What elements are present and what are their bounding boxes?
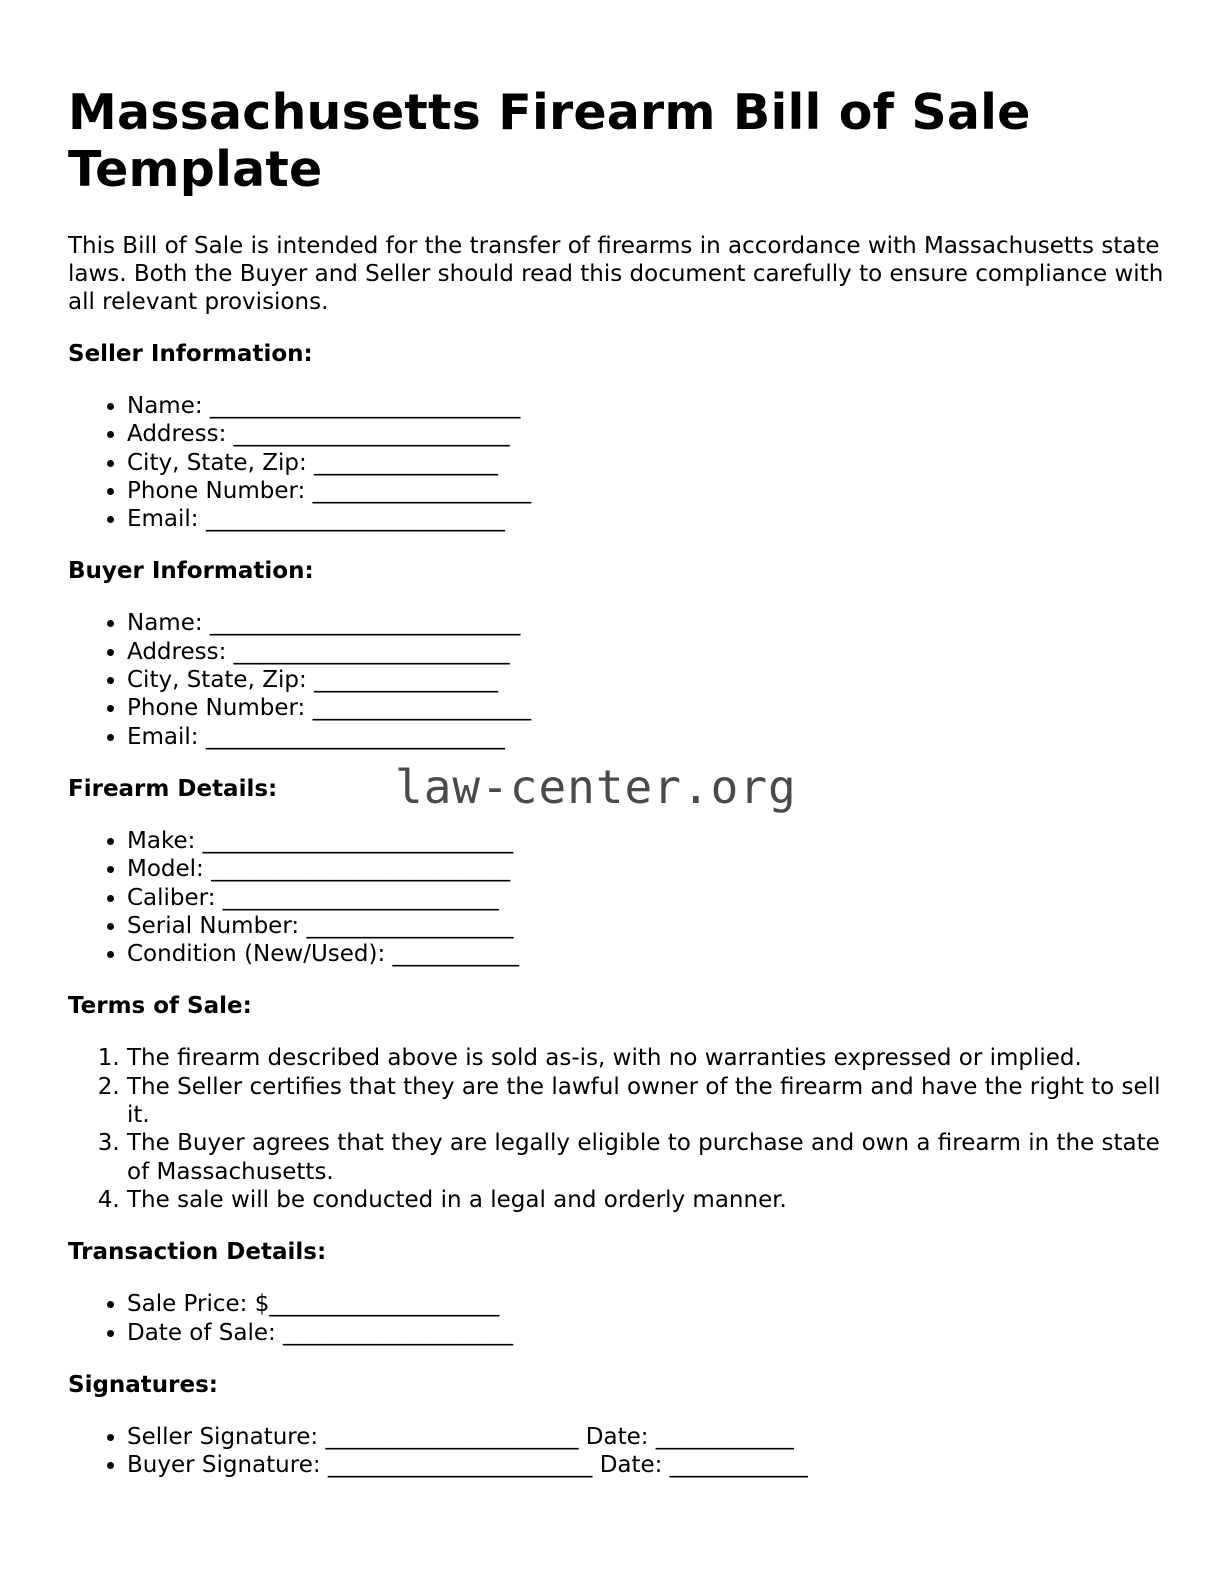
firearm-caliber-field: • Caliber: ________________________ <box>127 884 1178 912</box>
firearm-make-field: • Make: ___________________________ <box>127 827 1178 855</box>
seller-list <box>68 392 1178 533</box>
buyer-email-field: • Email: __________________________ <box>127 723 1178 751</box>
sale-price-field: • Sale Price: $____________________ <box>127 1290 1178 1318</box>
seller-city-state-zip-field: • City, State, Zip: ________________ <box>127 449 1178 477</box>
buyer-city-state-zip-field: • City, State, Zip: ________________ <box>127 666 1178 694</box>
seller-name-field: • Name: ___________________________ <box>127 392 1178 420</box>
buyer-phone-field: • Phone Number: ___________________ <box>127 694 1178 722</box>
seller-address-field: • Address: ________________________ <box>127 420 1178 448</box>
signatures-list <box>68 1423 1178 1480</box>
buyer-signature-field: • Buyer Signature: _______________________ Date: ____________ <box>127 1451 1178 1479</box>
terms-heading: Terms of Sale: <box>68 993 252 1020</box>
sale-date-field: • Date of Sale: ____________________ <box>127 1319 1178 1347</box>
firearm-model-field: • Model: __________________________ <box>127 855 1178 883</box>
firearm-heading: Firearm Details: <box>68 775 278 802</box>
firearm-condition-field: • Condition (New/Used): ___________ <box>127 940 1178 968</box>
page-title: Massachusetts Firearm Bill of Sale Template <box>68 84 1031 198</box>
terms-item: 2. The Seller certifies that they are the lawful owner of the firearm and have the right to sell it. <box>127 1073 1178 1130</box>
buyer-address-field: • Address: ________________________ <box>127 638 1178 666</box>
terms-item: 3. The Buyer agrees that they are legally eligible to purchase and own a firearm in the state of Massachusetts. <box>127 1129 1178 1186</box>
terms-list <box>68 1044 1178 1214</box>
intro-paragraph: This Bill of Sale is intended for the transfer of firearms in accordance with Massachusetts state laws. Both the Buyer and Seller should read this document carefully to ensure compliance with all relevant provisions. <box>68 233 1164 315</box>
seller-heading: Seller Information: <box>68 341 313 367</box>
seller-phone-field: • Phone Number: ___________________ <box>127 477 1178 505</box>
firearm-serial-field: • Serial Number: __________________ <box>127 912 1178 940</box>
terms-item: 1. The firearm described above is sold as-is, with no warranties expressed or implied. <box>127 1044 1178 1072</box>
terms-item: 4. The sale will be conducted in a legal and orderly manner. <box>127 1186 1178 1214</box>
seller-signature-field: • Seller Signature: ______________________ Date: ____________ <box>127 1423 1178 1451</box>
signatures-heading: Signatures: <box>68 1371 219 1398</box>
firearm-list <box>68 827 1178 968</box>
buyer-heading: Buyer Information: <box>68 558 314 585</box>
watermark: law-center.org <box>395 760 797 814</box>
seller-email-field: • Email: __________________________ <box>127 505 1178 533</box>
buyer-name-field: • Name: ___________________________ <box>127 609 1178 637</box>
transaction-heading: Transaction Details: <box>68 1239 327 1266</box>
transaction-list <box>68 1290 1178 1347</box>
buyer-list <box>68 609 1178 750</box>
